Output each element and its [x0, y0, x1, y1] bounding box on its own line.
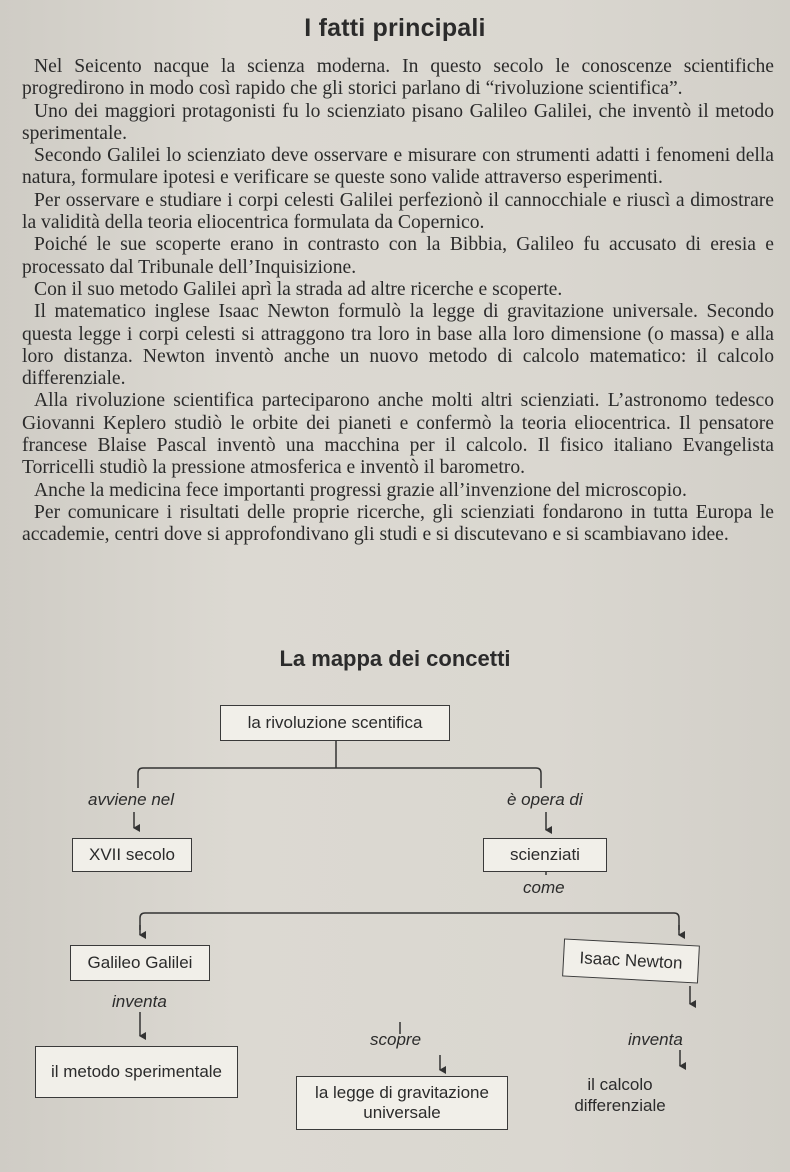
brace-come [140, 913, 679, 930]
node-metodo-sperimentale: il metodo sperimentale [35, 1046, 238, 1098]
node-legge-line2: universale [363, 1103, 441, 1122]
paragraph: Nel Seicento nacque la scienza moderna. In questo secolo le conoscenze scientifiche progredirono in modo così rapido che gli storici parlano di “rivoluzione scientifica”. [22, 56, 774, 100]
node-isaac-newton: Isaac Newton [562, 938, 700, 983]
node-scienziati: scienziati [483, 838, 607, 872]
paragraph: Uno dei maggiori protagonisti fu lo scienziato pisano Galileo Galilei, che inventò il metodo sperimentale. [22, 100, 774, 144]
node-rivoluzione-scientifica: la rivoluzione scentifica [220, 705, 450, 741]
label-inventa-galilei: inventa [112, 992, 167, 1011]
paragraph: Poiché le sue scoperte erano in contrasto con la Bibbia, Galileo fu accusato di eresia e processato dal Tribunale dell’Inquisizione. [22, 234, 774, 278]
paragraph: Alla rivoluzione scientifica parteciparono anche molti altri scienziati. L’astronomo tedesco Giovanni Keplero studiò le orbite dei pianeti e confermò la teoria eliocentrica. Il pensatore francese Blaise Pascal inventò una macchina per il calcolo. Il fisico italiano Evangelista Torricelli studiò la pressione atmosferica e inventò il barometro. [22, 390, 774, 479]
paragraph: Anche la medicina fece importanti progressi grazie all’invenzione del microscopio. [34, 479, 687, 501]
node-calcolo-line2: differenziale [574, 1096, 666, 1115]
paragraph: Secondo Galilei lo scienziato deve osservare e misurare con strumenti adatti i fenomeni della natura, formulare ipotesi e verificare se queste sono valide attraverso esperimenti. [22, 145, 774, 189]
label-scopre: scopre [370, 1030, 422, 1049]
label-opera-di: è opera di [507, 790, 583, 809]
node-legge-gravitazione [296, 1076, 508, 1130]
concept-map-title: La mappa dei concetti [279, 646, 511, 671]
paragraph: Per osservare e studiare i corpi celesti Galilei perfezionò il cannocchiale e riuscì a dimostrare la validità della teoria eliocentrica formulata da Copernico. [22, 189, 774, 234]
node-galileo-galilei: Galileo Galilei [70, 945, 210, 981]
paragraph: Il matematico inglese Isaac Newton formulò la legge di gravitazione universale. Secondo questa legge i corpi celesti si attraggono tra loro in base alla loro dimensione (o massa) e alla loro distanza. Newton inventò anche un nuovo metodo di calcolo matematico: il calcolo differenziale. [22, 301, 774, 390]
label-avviene-nel: avviene nel [88, 790, 175, 809]
paragraph: Per comunicare i risultati delle proprie ricerche, gli scienziati fondarono in tutta Europa le accademie, centri dove si approfondivano gli studi e si discutevano e si scambiavano idee. [22, 501, 774, 546]
label-come: come [523, 878, 565, 897]
label-inventa-newton: inventa [628, 1030, 683, 1049]
page-title: I fatti principali [304, 14, 486, 42]
paragraph: Con il suo metodo Galilei aprì la strada ad altre ricerche e scoperte. [34, 278, 563, 300]
node-calcolo-differenziale [545, 1074, 695, 1116]
node-legge-line1: la legge di gravitazione [315, 1083, 489, 1102]
node-xvii-secolo: XVII secolo [72, 838, 192, 872]
node-calcolo-line1: il calcolo [587, 1075, 653, 1094]
brace-root [138, 768, 541, 788]
